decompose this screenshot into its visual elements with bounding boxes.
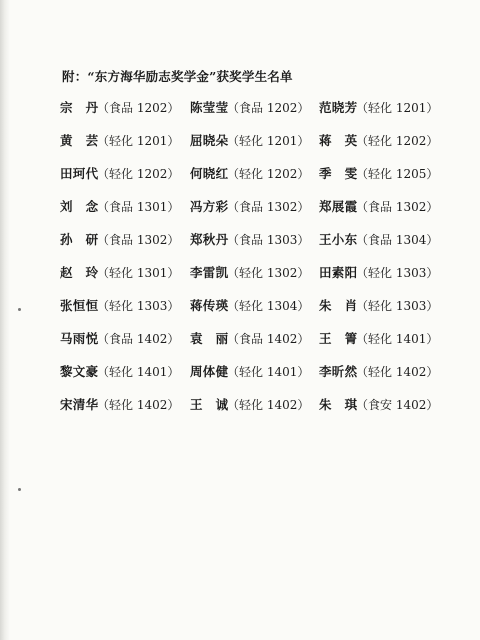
student-class: （轻化 1402） xyxy=(227,397,310,412)
student-name: 宗 丹 xyxy=(60,99,99,115)
student-class: （轻化 1201） xyxy=(97,133,180,148)
student-name: 黄 芸 xyxy=(60,132,99,148)
student-name: 宋清华 xyxy=(60,396,99,412)
list-item xyxy=(319,363,440,381)
student-class: （轻化 1401） xyxy=(356,331,439,346)
student-class: （轻化 1202） xyxy=(227,166,310,181)
list-item xyxy=(60,165,190,183)
student-name: 王 诚 xyxy=(190,396,229,412)
student-name: 郑秋丹 xyxy=(190,231,229,247)
student-name: 屈晓朵 xyxy=(190,132,229,148)
student-name: 刘 念 xyxy=(60,198,99,214)
student-name: 王 箐 xyxy=(319,330,358,346)
student-name: 何晓红 xyxy=(190,165,229,181)
student-class: （轻化 1303） xyxy=(97,298,180,313)
list-item xyxy=(60,231,190,249)
student-name: 张恒恒 xyxy=(60,297,99,313)
list-item xyxy=(60,396,190,414)
student-name: 冯方彩 xyxy=(190,198,229,214)
student-class: （轻化 1304） xyxy=(227,298,310,313)
student-class: （轻化 1402） xyxy=(97,397,180,412)
list-item xyxy=(60,330,190,348)
list-item xyxy=(190,297,319,315)
list-item xyxy=(190,363,319,381)
list-item xyxy=(60,132,190,150)
student-name: 黎文豪 xyxy=(60,363,99,379)
list-item xyxy=(319,231,440,249)
list-item xyxy=(319,99,440,117)
student-class: （轻化 1302） xyxy=(227,265,310,280)
student-name: 孙 研 xyxy=(60,231,99,247)
list-item xyxy=(319,165,440,183)
student-class: （轻化 1205） xyxy=(356,166,439,181)
student-name: 朱 琪 xyxy=(319,396,358,412)
student-class: （轻化 1402） xyxy=(356,364,439,379)
list-item xyxy=(60,363,190,381)
student-class: （食品 1304） xyxy=(356,232,439,247)
list-item xyxy=(190,99,319,117)
scan-speck xyxy=(18,488,21,491)
list-item xyxy=(319,198,440,216)
list-item xyxy=(190,231,319,249)
student-name: 赵 玲 xyxy=(60,264,99,280)
student-class: （轻化 1401） xyxy=(227,364,310,379)
student-name: 李昕然 xyxy=(319,363,358,379)
student-class: （食品 1302） xyxy=(227,199,310,214)
student-name: 李雷凯 xyxy=(190,264,229,280)
student-name: 田珂代 xyxy=(60,165,99,181)
student-class: （食品 1302） xyxy=(356,199,439,214)
student-name: 范晓芳 xyxy=(319,99,358,115)
list-item xyxy=(319,132,440,150)
winner-list xyxy=(60,91,440,421)
student-class: （轻化 1201） xyxy=(227,133,310,148)
student-class: （轻化 1202） xyxy=(97,166,180,181)
student-name: 马雨悦 xyxy=(60,330,99,346)
student-class: （食安 1402） xyxy=(356,397,439,412)
student-name: 陈莹莹 xyxy=(190,99,229,115)
list-item xyxy=(190,396,319,414)
student-name: 郑展霞 xyxy=(319,198,358,214)
student-name: 季 雯 xyxy=(319,165,358,181)
document-title: 附：“东方海华励志奖学金”获奖学生名单 xyxy=(62,69,293,84)
list-item xyxy=(60,99,190,117)
student-name: 蒋 英 xyxy=(319,132,358,148)
list-item xyxy=(319,297,440,315)
list-item xyxy=(190,198,319,216)
student-class: （食品 1303） xyxy=(227,232,310,247)
list-item xyxy=(190,132,319,150)
student-class: （轻化 1401） xyxy=(97,364,180,379)
student-class: （食品 1301） xyxy=(97,199,180,214)
student-class: （轻化 1202） xyxy=(356,133,439,148)
list-item xyxy=(319,330,440,348)
student-class: （轻化 1301） xyxy=(97,265,180,280)
list-item xyxy=(190,330,319,348)
student-class: （轻化 1303） xyxy=(356,298,439,313)
student-class: （食品 1202） xyxy=(227,100,310,115)
student-name: 蒋传瑛 xyxy=(190,297,229,313)
list-item xyxy=(60,264,190,282)
list-item xyxy=(319,264,440,282)
student-class: （食品 1302） xyxy=(97,232,180,247)
scan-speck xyxy=(18,308,21,311)
list-item xyxy=(319,396,440,414)
student-name: 朱 肖 xyxy=(319,297,358,313)
list-item xyxy=(190,264,319,282)
student-name: 袁 丽 xyxy=(190,330,229,346)
scan-edge-shadow xyxy=(0,0,10,640)
list-item xyxy=(60,198,190,216)
student-name: 田素阳 xyxy=(319,264,358,280)
student-class: （食品 1402） xyxy=(227,331,310,346)
list-item xyxy=(60,297,190,315)
student-class: （食品 1402） xyxy=(97,331,180,346)
student-class: （轻化 1201） xyxy=(356,100,439,115)
list-item xyxy=(190,165,319,183)
student-class: （轻化 1303） xyxy=(356,265,439,280)
student-name: 王小东 xyxy=(319,231,358,247)
student-name: 周体健 xyxy=(190,363,229,379)
student-class: （食品 1202） xyxy=(97,100,180,115)
